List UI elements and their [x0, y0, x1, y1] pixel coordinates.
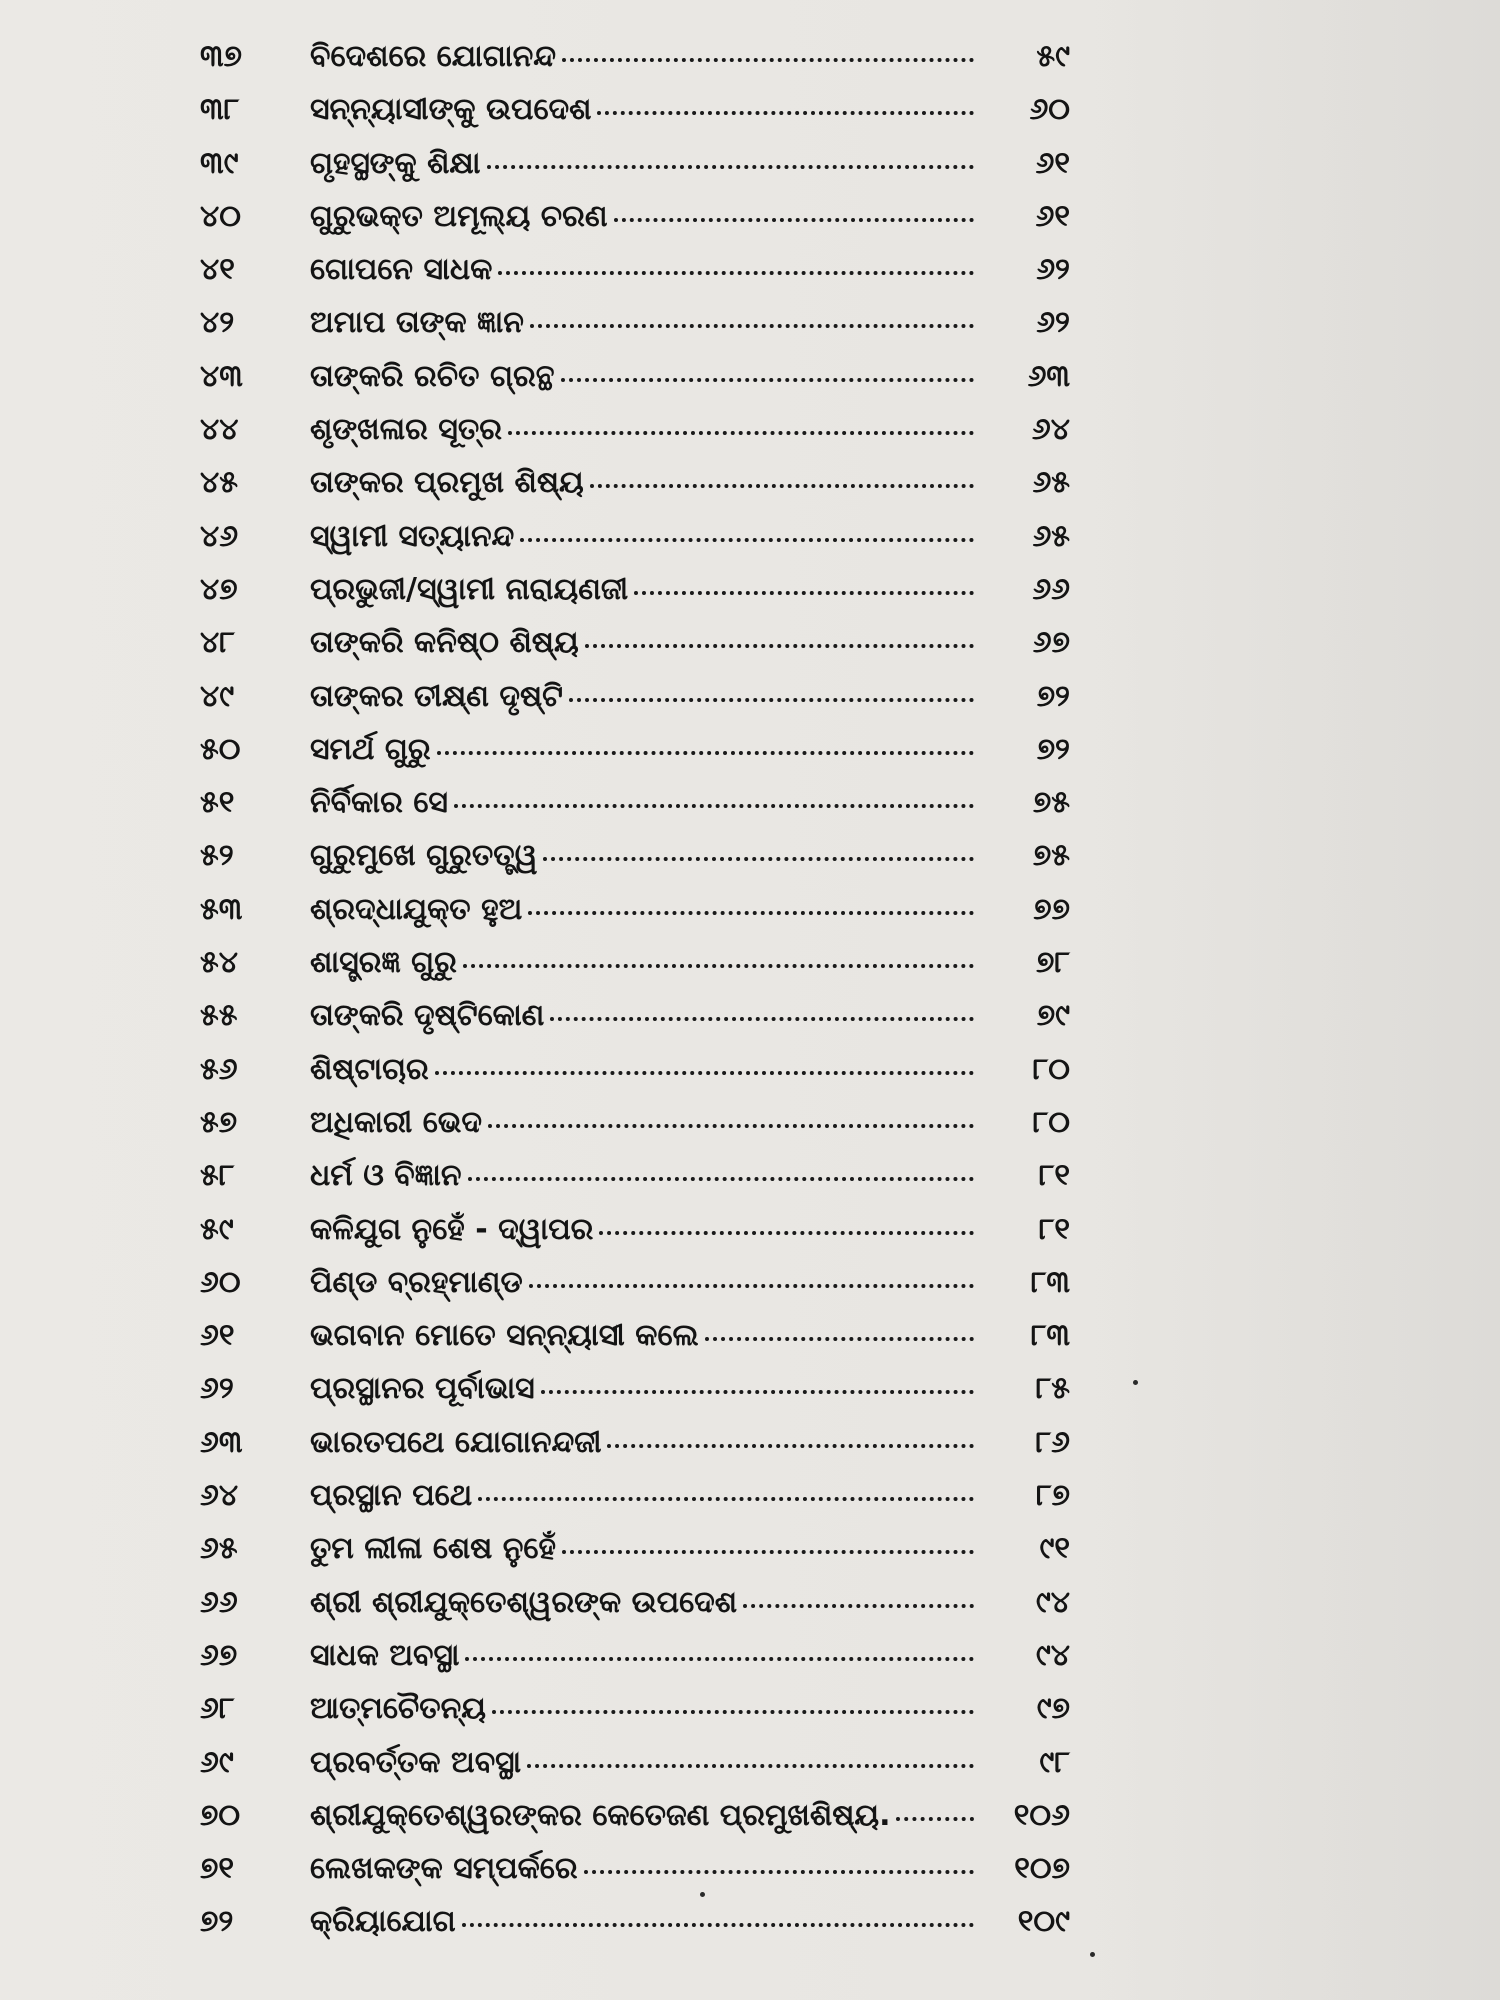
dot-leader: [584, 1869, 974, 1874]
dot-leader: [508, 430, 974, 435]
chapter-title-cell: [310, 1096, 980, 1149]
page-number: ୭୨: [1036, 731, 1070, 767]
toc-entry: [190, 243, 1070, 296]
chapter-number: ୫୮: [200, 1158, 235, 1194]
dot-leader: [599, 1230, 974, 1235]
chapter-title-cell: [310, 1895, 980, 1948]
chapter-number: ୫୫: [200, 998, 238, 1034]
toc-entry: [190, 1895, 1070, 1948]
chapter-title-cell: [310, 1576, 980, 1629]
dot-leader: [705, 1336, 974, 1341]
chapter-title: ସନ୍ନ୍ୟାସୀଙ୍କୁ ଉପଦେଶ: [310, 92, 592, 128]
chapter-number: ୬୧: [200, 1318, 235, 1354]
chapter-title-cell: [310, 190, 980, 243]
page-number: ୯୧: [1039, 1531, 1070, 1567]
toc-entry: [190, 1256, 1070, 1309]
page-number: ୮୧: [1038, 1211, 1070, 1247]
chapter-number: ୪୧: [200, 252, 235, 288]
chapter-title-cell: [310, 723, 980, 776]
ink-speck: [1090, 1952, 1095, 1957]
chapter-title: ଶିଷ୍ଟାଚାର: [310, 1051, 429, 1087]
dot-leader: [528, 910, 974, 915]
chapter-title: ତାଙ୍କରି ଦୃଷ୍ଟିକୋଣ: [310, 998, 545, 1034]
toc-entry: [190, 510, 1070, 563]
chapter-title-cell: [310, 1043, 980, 1096]
dot-leader: [541, 1389, 974, 1394]
chapter-title: ଗୃହସ୍ଥଙ୍କୁ ଶିକ୍ଷା: [310, 145, 481, 181]
chapter-title: ନିର୍ବିକାର ସେ: [310, 785, 448, 821]
chapter-title-cell: [310, 616, 980, 669]
dot-leader: [634, 590, 974, 595]
chapter-title-cell: [310, 243, 980, 296]
dot-leader: [550, 1016, 974, 1021]
toc-entry: [190, 456, 1070, 509]
chapter-title-cell: [310, 510, 980, 563]
chapter-title: ଲେଖକଙ୍କ ସମ୍ପର୍କରେ: [310, 1851, 578, 1887]
page-number: ୬୭: [1032, 625, 1070, 661]
chapter-number: ୬୪: [200, 1478, 239, 1514]
page-number: ୭୫: [1032, 785, 1070, 821]
toc-entry: [190, 403, 1070, 456]
chapter-number: ୪୬: [200, 518, 239, 554]
chapter-title-cell: [310, 83, 980, 136]
chapter-title: ସାଧକ ଅବସ୍ଥା: [310, 1637, 460, 1673]
chapter-number: ୭୧: [200, 1851, 234, 1887]
chapter-number: ୭୨: [200, 1904, 234, 1940]
chapter-title: ଶ୍ରଦ୍ଧାଯୁକ୍ତ ହୁଅ: [310, 891, 523, 927]
chapter-title: କଳିଯୁଗ ନୁହେଁ - ଦ୍ୱାପର: [310, 1211, 594, 1247]
toc-entry: [190, 1576, 1070, 1629]
chapter-number: ୫୪: [200, 945, 238, 981]
chapter-title-cell: [310, 1629, 980, 1682]
toc-entry: [190, 1789, 1070, 1842]
page-number: ୮୩: [1030, 1264, 1070, 1300]
page-number: ୬୧: [1035, 198, 1070, 234]
dot-leader: [561, 377, 974, 382]
dot-leader: [562, 1549, 974, 1554]
chapter-title-cell: [310, 883, 980, 936]
chapter-title-cell: [310, 30, 980, 83]
chapter-title-cell: [310, 1149, 980, 1202]
chapter-title-cell: [310, 1469, 980, 1522]
page-number: ୬୫: [1032, 518, 1070, 554]
chapter-number: ୬୦: [200, 1264, 241, 1300]
page-number: ୭୨: [1036, 678, 1070, 714]
chapter-title-cell: [310, 829, 980, 882]
chapter-title-cell: [310, 1362, 980, 1415]
toc-entry: [190, 83, 1070, 136]
page-number: ୮୫: [1035, 1371, 1070, 1407]
toc-entry: [190, 883, 1070, 936]
toc-entry: [190, 1842, 1070, 1895]
show-through-margin: [1110, 0, 1500, 2000]
chapter-title-cell: [310, 456, 980, 509]
chapter-title: ତାଙ୍କର ତୀକ୍ଷ୍ଣ ଦୃଷ୍ଟି: [310, 678, 563, 714]
dot-leader: [478, 1496, 974, 1501]
dot-leader: [597, 110, 974, 115]
dot-leader: [487, 164, 975, 169]
chapter-number: ୪୨: [200, 305, 235, 341]
page-number: ୭୭: [1033, 891, 1070, 927]
chapter-number: ୫୦: [200, 731, 241, 767]
chapter-title-cell: [310, 1736, 980, 1789]
toc-entry: [190, 296, 1070, 349]
toc-entry: [190, 989, 1070, 1042]
chapter-title-cell: [310, 1522, 980, 1575]
table-of-contents: [190, 30, 1070, 1949]
chapter-title: ଶାସ୍ତ୍ରଜ୍ଞ ଗୁରୁ: [310, 945, 457, 981]
dot-leader: [454, 803, 974, 808]
chapter-title: ପ୍ରସ୍ଥାନ ପଥେ: [310, 1478, 473, 1514]
chapter-title: ପ୍ରସ୍ଥାନର ପୂର୍ବାଭାସ: [310, 1371, 535, 1407]
dot-leader: [743, 1603, 974, 1608]
chapter-title-cell: [310, 563, 980, 616]
toc-entry: [190, 1469, 1070, 1522]
chapter-number: ୬୩: [200, 1424, 243, 1460]
toc-entry: [190, 30, 1070, 83]
dot-leader: [896, 1816, 974, 1821]
page-number: ୯୭: [1036, 1691, 1070, 1727]
dot-leader: [607, 1443, 974, 1448]
dot-leader: [468, 1176, 974, 1181]
toc-entry: [190, 1096, 1070, 1149]
chapter-title-cell: [310, 1842, 980, 1895]
chapter-title-cell: [310, 1789, 980, 1842]
chapter-title-cell: [310, 1682, 980, 1735]
chapter-title-cell: [310, 1203, 980, 1256]
dot-leader: [590, 483, 974, 488]
dot-leader: [498, 270, 974, 275]
page-number: ୮୬: [1035, 1424, 1070, 1460]
toc-entry: [190, 616, 1070, 669]
chapter-title: ତୁମ ଲୀଳା ଶେଷ ନୁହେଁ: [310, 1531, 556, 1567]
dot-leader: [435, 1070, 974, 1075]
chapter-title-cell: [310, 1309, 980, 1362]
chapter-number: ୩୮: [200, 92, 240, 128]
chapter-title: ସମର୍ଥ ଗୁରୁ: [310, 731, 431, 767]
chapter-number: ୬୨: [200, 1371, 234, 1407]
chapter-title: ଶ୍ରୀଯୁକ୍ତେଶ୍ୱରଙ୍କର କେତେଜଣ ପ୍ରମୁଖଶିଷ୍ୟ.: [310, 1797, 891, 1833]
chapter-number: ୪୪: [200, 412, 239, 448]
chapter-title: ଭଗବାନ ମୋତେ ସନ୍ନ୍ୟାସୀ କଲେ: [310, 1318, 699, 1354]
page-number: ୧୦୬: [1013, 1797, 1070, 1833]
chapter-title-cell: [310, 670, 980, 723]
page-number: ୬୪: [1031, 412, 1070, 448]
page-number: ୬୫: [1032, 465, 1070, 501]
dot-leader: [520, 537, 974, 542]
chapter-title: ଧର୍ମ ଓ ବିଜ୍ଞାନ: [310, 1158, 462, 1194]
toc-entry: [190, 1043, 1070, 1096]
dot-leader: [465, 1656, 974, 1661]
chapter-number: ୫୬: [200, 1051, 238, 1087]
chapter-title-cell: [310, 403, 980, 456]
dot-leader: [585, 643, 974, 648]
page-number: ୯୮: [1039, 1744, 1070, 1780]
page-number: ୧୦୭: [1014, 1851, 1070, 1887]
chapter-title: ଗୁରୁଭକ୍ତ ଅମୂଲ୍ୟ ଚରଣ: [310, 198, 608, 234]
chapter-number: ୬୮: [200, 1691, 235, 1727]
chapter-title: ଅଧିକାରୀ ଭେଦ: [310, 1104, 482, 1140]
chapter-title: ପ୍ରଭୁଜୀ/ସ୍ୱାମୀ ନାରାୟଣଜୀ: [310, 571, 629, 607]
toc-entry: [190, 1629, 1070, 1682]
toc-entry: [190, 723, 1070, 776]
chapter-number: ୭୦: [200, 1797, 241, 1833]
dot-leader: [437, 750, 974, 755]
page-number: ୬୨: [1036, 252, 1070, 288]
toc-entry: [190, 1682, 1070, 1735]
dot-leader: [614, 217, 974, 222]
chapter-number: ୫୨: [200, 838, 234, 874]
dot-leader: [463, 963, 974, 968]
chapter-title-cell: [310, 936, 980, 989]
chapter-title: ଅମାପ ତାଙ୍କ ଜ୍ଞାନ: [310, 305, 524, 341]
chapter-number: ୫୧: [200, 785, 235, 821]
toc-entry: [190, 563, 1070, 616]
page-number: ୧୦୯: [1017, 1904, 1070, 1940]
toc-entry: [190, 1416, 1070, 1469]
page-number: ୮୧: [1038, 1158, 1070, 1194]
page-number: ୭୯: [1036, 998, 1070, 1034]
chapter-number: ୪୮: [200, 625, 235, 661]
ink-speck: [700, 1892, 705, 1897]
page-number: ୭୮: [1035, 945, 1070, 981]
chapter-number: ୬୬: [200, 1584, 238, 1620]
dot-leader: [530, 323, 974, 328]
chapter-number: ୬୯: [200, 1744, 234, 1780]
toc-entry: [190, 1309, 1070, 1362]
chapter-number: ୪୦: [200, 198, 241, 234]
dot-leader: [492, 1709, 974, 1714]
chapter-number: ୫୭: [200, 1104, 238, 1140]
chapter-title-cell: [310, 1416, 980, 1469]
chapter-number: ୫୯: [200, 1211, 234, 1247]
page-number: ୬୩: [1027, 358, 1070, 394]
chapter-title: ପ୍ରବର୍ତ୍ତକ ଅବସ୍ଥା: [310, 1744, 522, 1780]
chapter-title: ତାଙ୍କରି ରଚିତ ଗ୍ରନ୍ଥ: [310, 358, 555, 394]
toc-entry: [190, 776, 1070, 829]
chapter-title: ତାଙ୍କର ପ୍ରମୁଖ ଶିଷ୍ୟ: [310, 465, 584, 501]
toc-entry: [190, 936, 1070, 989]
dot-leader: [488, 1123, 974, 1128]
chapter-number: ୪୫: [200, 465, 238, 501]
toc-entry: [190, 1362, 1070, 1415]
chapter-number: ୫୩: [200, 891, 243, 927]
toc-entry: [190, 829, 1070, 882]
chapter-title: ବିଦେଶରେ ଯୋଗାନନ୍ଦ: [310, 39, 556, 74]
toc-entry: [190, 1203, 1070, 1256]
page-number: ୮୦: [1032, 1104, 1070, 1140]
page-number: ୯୪: [1035, 1637, 1070, 1673]
page-number: ୮୭: [1035, 1478, 1070, 1514]
page-number: ୬୧: [1035, 145, 1070, 181]
toc-entry: [190, 190, 1070, 243]
chapter-number: ୩୭: [200, 39, 242, 74]
page-number: ୮୦: [1032, 1051, 1070, 1087]
chapter-number: ୬୫: [200, 1531, 238, 1567]
dot-leader: [462, 1922, 974, 1927]
chapter-title: ଗୁରୁମୁଖେ ଗୁରୁତତ୍ତ୍ୱ: [310, 838, 538, 874]
toc-entry: [190, 1522, 1070, 1575]
chapter-title-cell: [310, 137, 980, 190]
chapter-number: ୪୭: [200, 571, 238, 607]
chapter-title: ଗୋପନେ ସାଧକ: [310, 252, 493, 288]
chapter-title-cell: [310, 989, 980, 1042]
toc-entry: [190, 137, 1070, 190]
chapter-title: ପିଣ୍ଡ ବ୍ରହ୍ମାଣ୍ଡ: [310, 1264, 523, 1300]
toc-entry: [190, 1149, 1070, 1202]
chapter-number: ୪୩: [200, 358, 243, 394]
page-number: ୮୩: [1030, 1318, 1070, 1354]
dot-leader: [529, 1283, 974, 1288]
toc-entry: [190, 1736, 1070, 1789]
chapter-number: ୩୯: [200, 145, 239, 181]
page-number: ୭୫: [1032, 838, 1070, 874]
chapter-number: ୪୯: [200, 678, 235, 714]
chapter-title-cell: [310, 776, 980, 829]
chapter-title: ଶ୍ରୀ ଶ୍ରୀଯୁକ୍ତେଶ୍ୱରଙ୍କ ଉପଦେଶ: [310, 1584, 738, 1620]
page-number: ୬୨: [1036, 305, 1070, 341]
chapter-title: ଶୃଙ୍ଖଳାର ସୂତ୍ର: [310, 412, 502, 448]
dot-leader: [562, 57, 974, 62]
chapter-title-cell: [310, 350, 980, 403]
chapter-title: କ୍ରିୟାଯୋଗ: [310, 1904, 456, 1940]
dot-leader: [527, 1763, 974, 1768]
chapter-title-cell: [310, 1256, 980, 1309]
chapter-title: ଭାରତପଥେ ଯୋଗାନନ୍ଦଜୀ: [310, 1424, 602, 1460]
chapter-title-cell: [310, 296, 980, 349]
chapter-title: ତାଙ୍କରି କନିଷ୍ଠ ଶିଷ୍ୟ: [310, 625, 579, 661]
page-number: ୬୬: [1032, 571, 1070, 607]
page-number: ୬୦: [1029, 92, 1070, 128]
toc-entry: [190, 350, 1070, 403]
toc-entry: [190, 670, 1070, 723]
ink-speck: [1133, 1380, 1138, 1385]
page-number: ୯୪: [1035, 1584, 1070, 1620]
dot-leader: [543, 856, 974, 861]
page-number: ୫୯: [1036, 39, 1070, 74]
chapter-title: ଆତ୍ମଚୈତନ୍ୟ: [310, 1691, 487, 1727]
dot-leader: [569, 697, 974, 702]
chapter-number: ୬୭: [200, 1637, 238, 1673]
chapter-title: ସ୍ୱାମୀ ସତ୍ୟାନନ୍ଦ: [310, 518, 515, 554]
